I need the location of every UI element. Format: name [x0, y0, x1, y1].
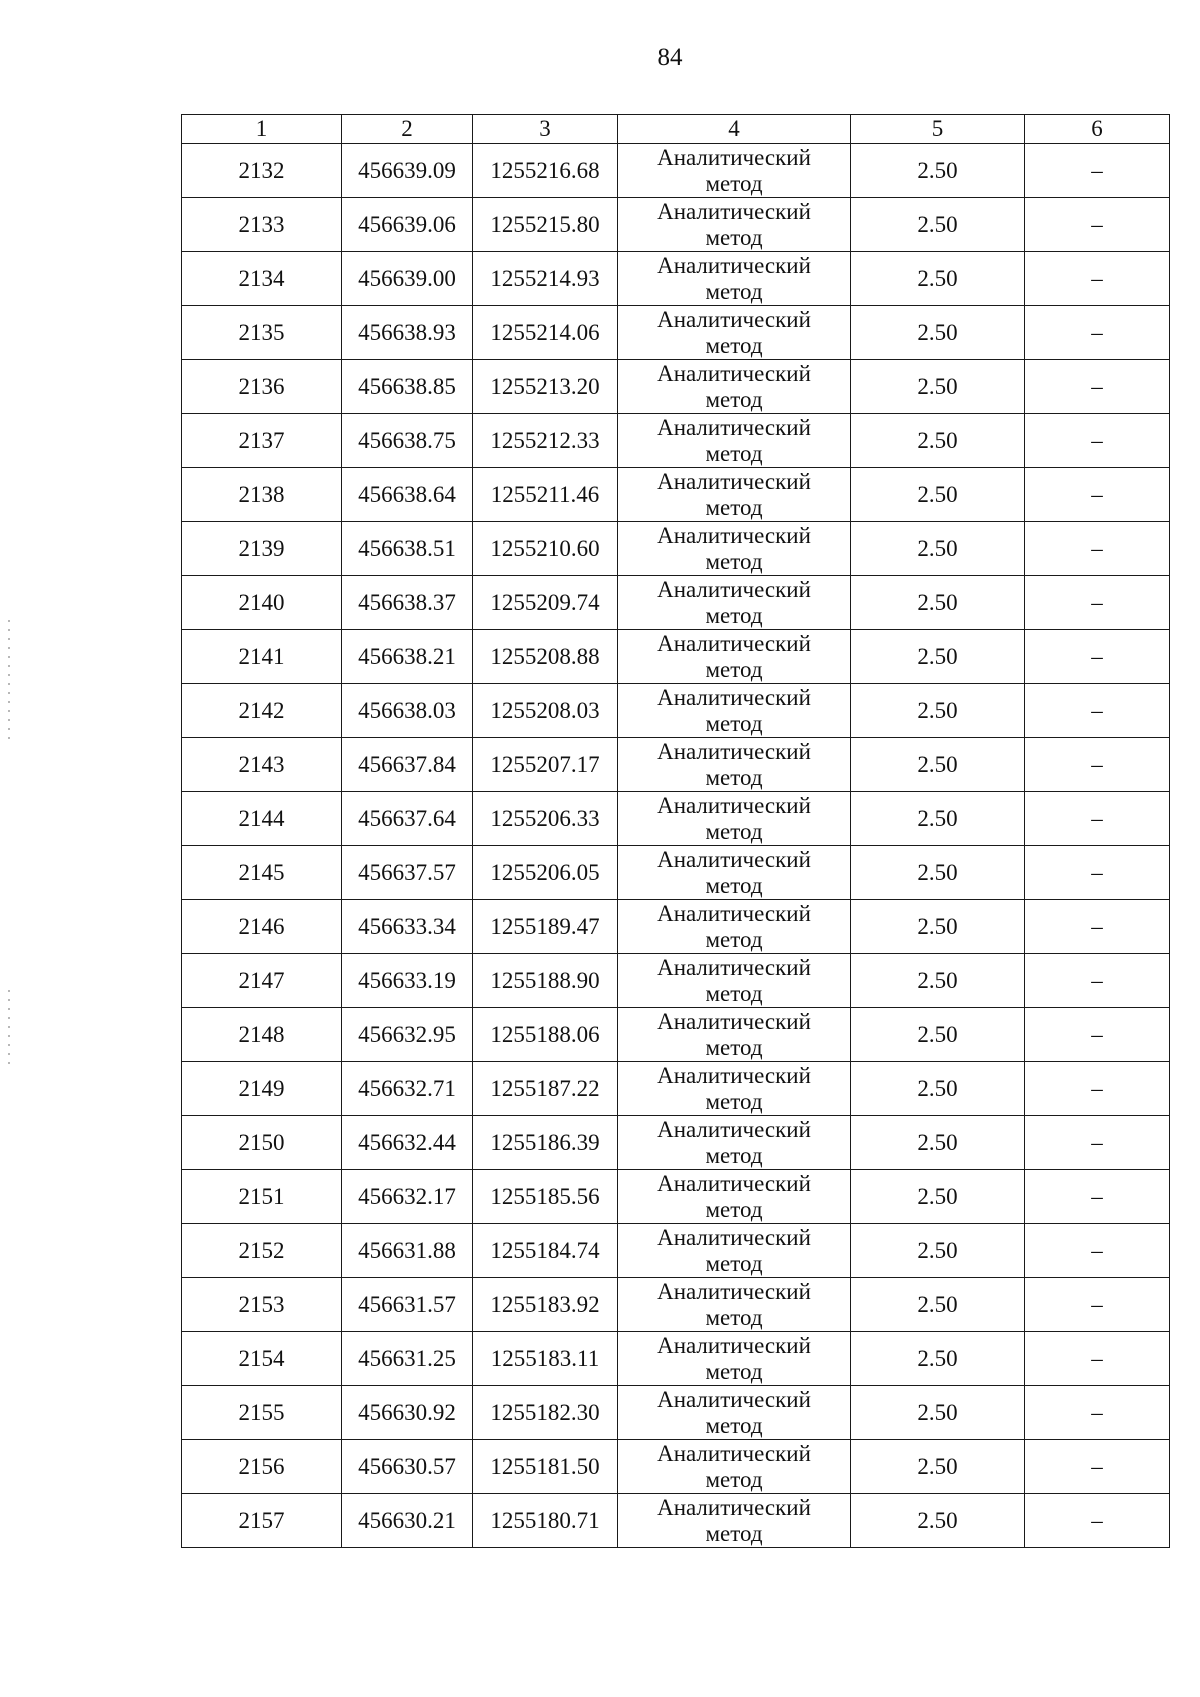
- table-row: [182, 252, 1170, 306]
- method-line-2: метод: [705, 602, 763, 628]
- method-cell: [618, 954, 851, 1008]
- point-number-cell: 2155: [182, 1386, 342, 1440]
- description-cell: –: [1025, 468, 1170, 522]
- y-coordinate-cell: 1255216.68: [473, 144, 618, 198]
- y-coordinate-cell: 1255214.93: [473, 252, 618, 306]
- method-cell: [618, 900, 851, 954]
- x-coordinate-cell: 456639.09: [342, 144, 473, 198]
- y-coordinate-cell: 1255180.71: [473, 1494, 618, 1548]
- precision-cell: 2.50: [851, 1170, 1025, 1224]
- precision-cell: 2.50: [851, 1332, 1025, 1386]
- y-coordinate-cell: 1255210.60: [473, 522, 618, 576]
- column-header-6: 6: [1025, 115, 1170, 144]
- method-line-2: метод: [705, 440, 763, 466]
- precision-cell: 2.50: [851, 198, 1025, 252]
- precision-cell: 2.50: [851, 1494, 1025, 1548]
- method-line-1: Аналитический: [657, 1386, 811, 1412]
- x-coordinate-cell: 456637.64: [342, 792, 473, 846]
- method-line-2: метод: [705, 494, 763, 520]
- precision-cell: 2.50: [851, 738, 1025, 792]
- point-number-cell: 2149: [182, 1062, 342, 1116]
- y-coordinate-cell: 1255212.33: [473, 414, 618, 468]
- description-cell: –: [1025, 1494, 1170, 1548]
- point-number-cell: 2156: [182, 1440, 342, 1494]
- y-coordinate-cell: 1255215.80: [473, 198, 618, 252]
- method-cell: [618, 1494, 851, 1548]
- y-coordinate-cell: 1255185.56: [473, 1170, 618, 1224]
- point-number-cell: 2133: [182, 198, 342, 252]
- method-line-1: Аналитический: [657, 252, 811, 278]
- x-coordinate-cell: 456632.95: [342, 1008, 473, 1062]
- table-row: [182, 468, 1170, 522]
- x-coordinate-cell: 456638.03: [342, 684, 473, 738]
- scan-artifact: [8, 990, 10, 1070]
- point-number-cell: 2140: [182, 576, 342, 630]
- y-coordinate-cell: 1255206.33: [473, 792, 618, 846]
- method-cell: [618, 792, 851, 846]
- method-line-2: метод: [705, 818, 763, 844]
- table-row: [182, 1008, 1170, 1062]
- y-coordinate-cell: 1255209.74: [473, 576, 618, 630]
- table-row: [182, 360, 1170, 414]
- y-coordinate-cell: 1255213.20: [473, 360, 618, 414]
- table-row: [182, 522, 1170, 576]
- description-cell: –: [1025, 1278, 1170, 1332]
- table-row: [182, 414, 1170, 468]
- description-cell: –: [1025, 144, 1170, 198]
- x-coordinate-cell: 456638.37: [342, 576, 473, 630]
- method-line-2: метод: [705, 1142, 763, 1168]
- point-number-cell: 2154: [182, 1332, 342, 1386]
- precision-cell: 2.50: [851, 1116, 1025, 1170]
- method-line-1: Аналитический: [657, 1440, 811, 1466]
- table-row: [182, 144, 1170, 198]
- point-number-cell: 2143: [182, 738, 342, 792]
- method-line-2: метод: [705, 224, 763, 250]
- precision-cell: 2.50: [851, 1062, 1025, 1116]
- column-header-2: 2: [342, 115, 473, 144]
- point-number-cell: 2144: [182, 792, 342, 846]
- table-row: [182, 684, 1170, 738]
- method-line-2: метод: [705, 170, 763, 196]
- y-coordinate-cell: 1255184.74: [473, 1224, 618, 1278]
- method-cell: [618, 738, 851, 792]
- method-line-2: метод: [705, 872, 763, 898]
- table-row: [182, 738, 1170, 792]
- table-row: [182, 198, 1170, 252]
- method-cell: [618, 414, 851, 468]
- point-number-cell: 2141: [182, 630, 342, 684]
- point-number-cell: 2145: [182, 846, 342, 900]
- description-cell: –: [1025, 684, 1170, 738]
- precision-cell: 2.50: [851, 954, 1025, 1008]
- y-coordinate-cell: 1255189.47: [473, 900, 618, 954]
- method-cell: [618, 1170, 851, 1224]
- y-coordinate-cell: 1255187.22: [473, 1062, 618, 1116]
- description-cell: –: [1025, 792, 1170, 846]
- method-line-2: метод: [705, 980, 763, 1006]
- scan-artifact: [8, 620, 10, 740]
- method-cell: [618, 1008, 851, 1062]
- x-coordinate-cell: 456639.00: [342, 252, 473, 306]
- x-coordinate-cell: 456633.19: [342, 954, 473, 1008]
- precision-cell: 2.50: [851, 1440, 1025, 1494]
- method-line-1: Аналитический: [657, 1008, 811, 1034]
- method-cell: [618, 1062, 851, 1116]
- method-line-1: Аналитический: [657, 198, 811, 224]
- point-number-cell: 2135: [182, 306, 342, 360]
- method-line-2: метод: [705, 1358, 763, 1384]
- coordinates-table: [181, 114, 1170, 1548]
- precision-cell: 2.50: [851, 1278, 1025, 1332]
- precision-cell: 2.50: [851, 306, 1025, 360]
- point-number-cell: 2139: [182, 522, 342, 576]
- precision-cell: 2.50: [851, 1008, 1025, 1062]
- method-line-1: Аналитический: [657, 792, 811, 818]
- table-row: [182, 1062, 1170, 1116]
- method-line-1: Аналитический: [657, 630, 811, 656]
- y-coordinate-cell: 1255183.92: [473, 1278, 618, 1332]
- y-coordinate-cell: 1255182.30: [473, 1386, 618, 1440]
- table-row: [182, 1494, 1170, 1548]
- table-header-row: [182, 115, 1170, 144]
- description-cell: –: [1025, 1224, 1170, 1278]
- precision-cell: 2.50: [851, 792, 1025, 846]
- description-cell: –: [1025, 846, 1170, 900]
- x-coordinate-cell: 456638.93: [342, 306, 473, 360]
- method-line-1: Аналитический: [657, 738, 811, 764]
- y-coordinate-cell: 1255188.06: [473, 1008, 618, 1062]
- y-coordinate-cell: 1255207.17: [473, 738, 618, 792]
- point-number-cell: 2142: [182, 684, 342, 738]
- page-number: 84: [657, 44, 683, 71]
- y-coordinate-cell: 1255206.05: [473, 846, 618, 900]
- x-coordinate-cell: 456630.21: [342, 1494, 473, 1548]
- point-number-cell: 2152: [182, 1224, 342, 1278]
- table-row: [182, 954, 1170, 1008]
- description-cell: –: [1025, 1386, 1170, 1440]
- x-coordinate-cell: 456631.25: [342, 1332, 473, 1386]
- method-cell: [618, 252, 851, 306]
- point-number-cell: 2151: [182, 1170, 342, 1224]
- point-number-cell: 2138: [182, 468, 342, 522]
- description-cell: –: [1025, 954, 1170, 1008]
- precision-cell: 2.50: [851, 576, 1025, 630]
- method-cell: [618, 360, 851, 414]
- x-coordinate-cell: 456631.88: [342, 1224, 473, 1278]
- method-line-1: Аналитический: [657, 1116, 811, 1142]
- method-cell: [618, 1278, 851, 1332]
- y-coordinate-cell: 1255211.46: [473, 468, 618, 522]
- method-cell: [618, 1332, 851, 1386]
- method-cell: [618, 576, 851, 630]
- method-cell: [618, 1116, 851, 1170]
- description-cell: –: [1025, 360, 1170, 414]
- description-cell: –: [1025, 306, 1170, 360]
- y-coordinate-cell: 1255214.06: [473, 306, 618, 360]
- point-number-cell: 2132: [182, 144, 342, 198]
- table-row: [182, 1332, 1170, 1386]
- x-coordinate-cell: 456632.71: [342, 1062, 473, 1116]
- x-coordinate-cell: 456638.75: [342, 414, 473, 468]
- description-cell: –: [1025, 1332, 1170, 1386]
- method-cell: [618, 198, 851, 252]
- description-cell: –: [1025, 252, 1170, 306]
- method-line-2: метод: [705, 1250, 763, 1276]
- method-cell: [618, 1386, 851, 1440]
- table-row: [182, 1116, 1170, 1170]
- method-line-1: Аналитический: [657, 900, 811, 926]
- y-coordinate-cell: 1255208.88: [473, 630, 618, 684]
- point-number-cell: 2137: [182, 414, 342, 468]
- column-header-4: 4: [618, 115, 851, 144]
- x-coordinate-cell: 456632.44: [342, 1116, 473, 1170]
- method-line-2: метод: [705, 656, 763, 682]
- x-coordinate-cell: 456638.85: [342, 360, 473, 414]
- method-line-2: метод: [705, 1088, 763, 1114]
- y-coordinate-cell: 1255208.03: [473, 684, 618, 738]
- x-coordinate-cell: 456639.06: [342, 198, 473, 252]
- method-line-2: метод: [705, 332, 763, 358]
- method-line-2: метод: [705, 1466, 763, 1492]
- method-line-1: Аналитический: [657, 468, 811, 494]
- description-cell: –: [1025, 630, 1170, 684]
- description-cell: –: [1025, 1170, 1170, 1224]
- table-row: [182, 1224, 1170, 1278]
- method-line-1: Аналитический: [657, 306, 811, 332]
- column-header-5: 5: [851, 115, 1025, 144]
- y-coordinate-cell: 1255188.90: [473, 954, 618, 1008]
- method-cell: [618, 846, 851, 900]
- column-header-1: 1: [182, 115, 342, 144]
- table-row: [182, 1278, 1170, 1332]
- table-row: [182, 1440, 1170, 1494]
- method-line-1: Аналитический: [657, 1170, 811, 1196]
- description-cell: –: [1025, 522, 1170, 576]
- method-line-1: Аналитический: [657, 684, 811, 710]
- method-line-2: метод: [705, 1304, 763, 1330]
- x-coordinate-cell: 456631.57: [342, 1278, 473, 1332]
- x-coordinate-cell: 456638.21: [342, 630, 473, 684]
- method-cell: [618, 1440, 851, 1494]
- method-line-1: Аналитический: [657, 1062, 811, 1088]
- method-cell: [618, 684, 851, 738]
- x-coordinate-cell: 456638.64: [342, 468, 473, 522]
- table-row: [182, 846, 1170, 900]
- method-line-1: Аналитический: [657, 576, 811, 602]
- method-line-1: Аналитический: [657, 1494, 811, 1520]
- description-cell: –: [1025, 414, 1170, 468]
- method-line-2: метод: [705, 710, 763, 736]
- x-coordinate-cell: 456637.84: [342, 738, 473, 792]
- precision-cell: 2.50: [851, 144, 1025, 198]
- point-number-cell: 2153: [182, 1278, 342, 1332]
- method-line-2: метод: [705, 278, 763, 304]
- y-coordinate-cell: 1255181.50: [473, 1440, 618, 1494]
- description-cell: –: [1025, 198, 1170, 252]
- x-coordinate-cell: 456630.92: [342, 1386, 473, 1440]
- precision-cell: 2.50: [851, 468, 1025, 522]
- table-row: [182, 630, 1170, 684]
- x-coordinate-cell: 456633.34: [342, 900, 473, 954]
- method-cell: [618, 630, 851, 684]
- method-line-1: Аналитический: [657, 1278, 811, 1304]
- description-cell: –: [1025, 900, 1170, 954]
- method-cell: [618, 522, 851, 576]
- method-line-2: метод: [705, 386, 763, 412]
- method-line-2: метод: [705, 1412, 763, 1438]
- precision-cell: 2.50: [851, 1386, 1025, 1440]
- table-row: [182, 1386, 1170, 1440]
- point-number-cell: 2136: [182, 360, 342, 414]
- description-cell: –: [1025, 1008, 1170, 1062]
- precision-cell: 2.50: [851, 630, 1025, 684]
- precision-cell: 2.50: [851, 1224, 1025, 1278]
- description-cell: –: [1025, 576, 1170, 630]
- table-row: [182, 900, 1170, 954]
- method-cell: [618, 1224, 851, 1278]
- table-row: [182, 576, 1170, 630]
- method-line-2: метод: [705, 1196, 763, 1222]
- column-header-3: 3: [473, 115, 618, 144]
- y-coordinate-cell: 1255183.11: [473, 1332, 618, 1386]
- method-line-1: Аналитический: [657, 522, 811, 548]
- table-row: [182, 306, 1170, 360]
- method-line-1: Аналитический: [657, 1332, 811, 1358]
- method-cell: [618, 144, 851, 198]
- precision-cell: 2.50: [851, 252, 1025, 306]
- precision-cell: 2.50: [851, 360, 1025, 414]
- point-number-cell: 2150: [182, 1116, 342, 1170]
- method-line-1: Аналитический: [657, 1224, 811, 1250]
- description-cell: –: [1025, 1116, 1170, 1170]
- precision-cell: 2.50: [851, 900, 1025, 954]
- point-number-cell: 2146: [182, 900, 342, 954]
- method-line-2: метод: [705, 926, 763, 952]
- method-line-1: Аналитический: [657, 954, 811, 980]
- description-cell: –: [1025, 1440, 1170, 1494]
- table-row: [182, 1170, 1170, 1224]
- precision-cell: 2.50: [851, 522, 1025, 576]
- method-line-1: Аналитический: [657, 360, 811, 386]
- x-coordinate-cell: 456638.51: [342, 522, 473, 576]
- table-body: [182, 144, 1170, 1548]
- method-line-2: метод: [705, 764, 763, 790]
- point-number-cell: 2157: [182, 1494, 342, 1548]
- description-cell: –: [1025, 738, 1170, 792]
- precision-cell: 2.50: [851, 414, 1025, 468]
- precision-cell: 2.50: [851, 684, 1025, 738]
- method-line-1: Аналитический: [657, 144, 811, 170]
- y-coordinate-cell: 1255186.39: [473, 1116, 618, 1170]
- method-cell: [618, 468, 851, 522]
- method-line-1: Аналитический: [657, 414, 811, 440]
- point-number-cell: 2134: [182, 252, 342, 306]
- method-line-2: метод: [705, 548, 763, 574]
- precision-cell: 2.50: [851, 846, 1025, 900]
- method-cell: [618, 306, 851, 360]
- description-cell: –: [1025, 1062, 1170, 1116]
- x-coordinate-cell: 456632.17: [342, 1170, 473, 1224]
- method-line-2: метод: [705, 1034, 763, 1060]
- x-coordinate-cell: 456630.57: [342, 1440, 473, 1494]
- point-number-cell: 2148: [182, 1008, 342, 1062]
- table-row: [182, 792, 1170, 846]
- x-coordinate-cell: 456637.57: [342, 846, 473, 900]
- method-line-2: метод: [705, 1520, 763, 1546]
- method-line-1: Аналитический: [657, 846, 811, 872]
- point-number-cell: 2147: [182, 954, 342, 1008]
